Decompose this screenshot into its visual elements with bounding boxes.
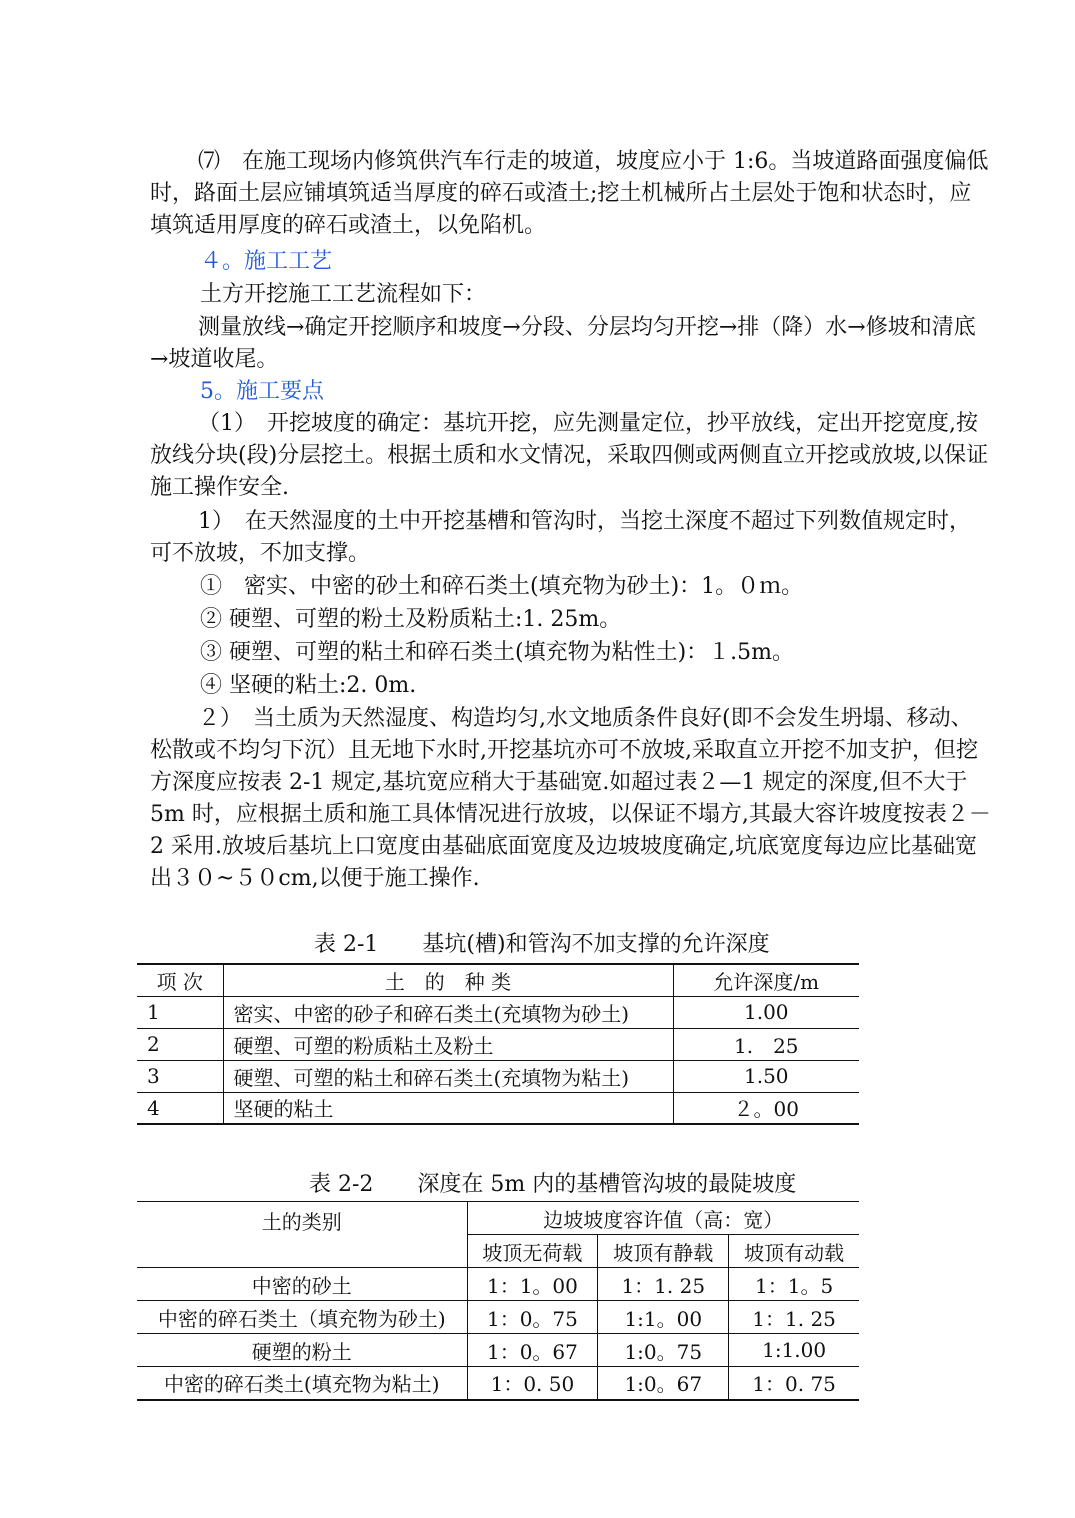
paragraph-process-flow: 测量放线→确定开挖顺序和坡度→分段、分层均匀开挖→排（降）水→修坡和清底→坡道收尾。 (150, 315, 976, 372)
table-cell: 1.50 (673, 1060, 859, 1092)
table-cell: 硬塑、可塑的粉质粘土及粉土 (223, 1028, 673, 1060)
table-cell: 硬塑的粉土 (137, 1334, 467, 1367)
table-header-cell: 土 的 种 类 (223, 964, 673, 996)
table-cell: ２。00 (673, 1092, 859, 1124)
table-cell: 1:1.00 (729, 1334, 859, 1367)
table-cell: 中密的碎石类土(填充物为粘土) (137, 1367, 467, 1400)
table-cell: 1:1。00 (598, 1301, 729, 1334)
paragraph-process-intro: 土方开挖施工工艺流程如下： (200, 282, 487, 307)
table-row (137, 1334, 859, 1367)
paragraph-slope-determination: （1） 开挖坡度的确定：基坑开挖，应先测量定位，抄平放线，定出开挖宽度,按放线分块(段)分层挖土。根据土质和水文情况，采取四侧或两侧直立开挖或放坡,以保证施工操作安全. (150, 411, 989, 500)
table-cell: 4 (137, 1092, 223, 1124)
paragraph-item-7: ⑺ 在施工现场内修筑供汽车行走的坡道，坡度应小于 1:6。当坡道路面强度偏低时，路面土层应铺填筑适当厚度的碎石或渣土;挖土机械所占土层处于饱和状态时，应填筑适用厚度的碎石或渣土，以免陷机。 (150, 149, 989, 238)
section-heading-4: ４。施工工艺 (200, 249, 333, 274)
list-item-3: ③ 硬塑、可塑的粘土和碎石类土(填充物为粘性土)：１.5m。 (200, 640, 795, 665)
table-cell: 1：1. 25 (598, 1268, 729, 1301)
table-cell: 1. 25 (673, 1028, 859, 1060)
table-cell: 2 (137, 1028, 223, 1060)
table-cell: 1：0. 75 (729, 1367, 859, 1400)
table-cell: 3 (137, 1060, 223, 1092)
table-row (137, 1028, 859, 1060)
table-row (137, 1060, 859, 1092)
table-row (137, 996, 859, 1028)
allowable-depth-table (137, 963, 859, 1125)
table-header-cell: 项 次 (137, 964, 223, 996)
table2-caption: 表 2-2 深度在 5m 内的基槽管沟坡的最陡坡度 (309, 1172, 797, 1197)
table1-caption: 表 2-1 基坑(槽)和管沟不加支撑的允许深度 (314, 932, 770, 957)
list-item-4: ④ 坚硬的粘土:2. 0m. (200, 673, 417, 698)
list-item-2: ② 硬塑、可塑的粉土及粉质粘土:1. 25m。 (200, 607, 622, 632)
table-cell: 1：0。75 (467, 1301, 598, 1334)
table-cell: 密实、中密的砂子和碎石类土(充填物为砂土) (223, 996, 673, 1028)
table-header-cell: 坡顶无荷载 (467, 1235, 598, 1268)
table-cell: 1:0。75 (598, 1334, 729, 1367)
table-header-row (137, 1202, 859, 1235)
section-heading-5: 5。施工要点 (200, 379, 324, 404)
paragraph-uniform-soil: ２） 当土质为天然湿度、构造均匀,水文地质条件良好(即不会发生坍塌、移动、松散或不均匀下沉）且无地下水时,开挖基坑亦可不放坡,采取直立开挖不加支护，但挖方深度应按表 2-1 规定,基坑宽应稍大于基础宽.如超过表２—1 规定的深度,但不大于 5m 时，应根据土质和施工具体情况进行放坡，以保证不塌方,其最大容许坡度按表２－2 采用.放坡后基坑上口宽度由基础底面宽度及边坡坡度确定,坑底宽度每边应比基础宽出３０~５０cm,以便于施工操作. (150, 706, 991, 891)
table-header-cell: 坡顶有静载 (598, 1235, 729, 1268)
paragraph-natural-humidity: 1） 在天然湿度的土中开挖基槽和管沟时，当挖土深度不超过下列数值规定时，可不放坡，不加支撑。 (150, 509, 971, 566)
table-row (137, 1367, 859, 1400)
table-header-cell: 允许深度/m (713, 969, 820, 994)
table-cell: 1.00 (673, 996, 859, 1028)
table-header-cell: 土的类别 (137, 1202, 467, 1268)
table-header-cell: 坡顶有动载 (729, 1235, 859, 1268)
table-cell: 坚硬的粘土 (223, 1092, 673, 1124)
table-cell: 1：1。5 (729, 1268, 859, 1301)
max-slope-table (137, 1201, 859, 1401)
table-row (137, 1301, 859, 1334)
table-cell: 中密的砂土 (137, 1268, 467, 1301)
table-cell: 1 (137, 996, 223, 1028)
table-row (137, 1268, 859, 1301)
table-row (137, 1092, 859, 1124)
table-cell: 中密的碎石类土（填充物为砂土) (137, 1301, 467, 1334)
table-cell: 1：0。67 (467, 1334, 598, 1367)
list-item-1: ① 密实、中密的砂土和碎石类土(填充物为砂土)：1。０ｍ。 (200, 574, 804, 599)
table-cell: 1：1. 25 (729, 1301, 859, 1334)
table-cell: 硬塑、可塑的粘土和碎石类土(充填物为粘土) (223, 1060, 673, 1092)
table-cell: 1：1。00 (467, 1268, 598, 1301)
table-cell: 1：0. 50 (467, 1367, 598, 1400)
table-cell: 1:0。67 (598, 1367, 729, 1400)
table-header-cell: 边坡坡度容许值（高：宽） (543, 1207, 784, 1232)
table-header-row (137, 964, 859, 996)
